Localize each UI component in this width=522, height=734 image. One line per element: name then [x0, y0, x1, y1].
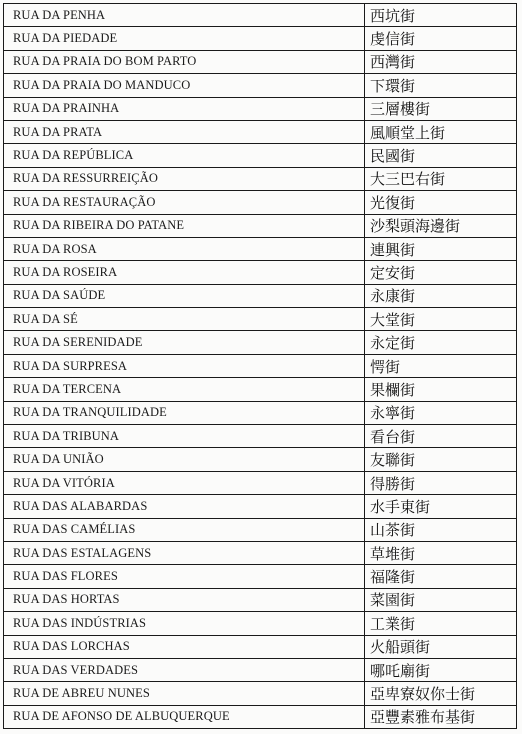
- table-row: [4, 565, 517, 588]
- portuguese-street-name: RUA DA TRANQUILIDADE: [4, 401, 365, 424]
- table-row: [4, 541, 517, 564]
- table-row: [4, 308, 517, 331]
- table-row: [4, 401, 517, 424]
- chinese-street-name: 民國街: [365, 144, 517, 167]
- chinese-street-name: 虔信街: [365, 27, 517, 50]
- table-row: [4, 167, 517, 190]
- chinese-street-name: 工業街: [365, 612, 517, 635]
- chinese-street-name: 福隆街: [365, 565, 517, 588]
- portuguese-street-name: RUA DAS ALABARDAS: [4, 495, 365, 518]
- table-row: [4, 495, 517, 518]
- table-row: [4, 27, 517, 50]
- portuguese-street-name: RUA DAS CAMÉLIAS: [4, 518, 365, 541]
- table-row: [4, 261, 517, 284]
- table-row: [4, 120, 517, 143]
- chinese-street-name: 永康街: [365, 284, 517, 307]
- portuguese-street-name: RUA DA PIEDADE: [4, 27, 365, 50]
- table-row: [4, 284, 517, 307]
- portuguese-street-name: RUA DA SERENIDADE: [4, 331, 365, 354]
- table-row: [4, 635, 517, 658]
- portuguese-street-name: RUA DA RIBEIRA DO PATANE: [4, 214, 365, 237]
- chinese-street-name: 友聯街: [365, 448, 517, 471]
- portuguese-street-name: RUA DA RESTAURAÇÃO: [4, 191, 365, 214]
- street-name-table: [3, 3, 517, 729]
- portuguese-street-name: RUA DA RESSURREIÇÃO: [4, 167, 365, 190]
- chinese-street-name: 得勝街: [365, 471, 517, 494]
- portuguese-street-name: RUA DA ROSEIRA: [4, 261, 365, 284]
- chinese-street-name: 下環街: [365, 74, 517, 97]
- chinese-street-name: 永寧街: [365, 401, 517, 424]
- chinese-street-name: 大三巴右街: [365, 167, 517, 190]
- chinese-street-name: 哪吒廟街: [365, 658, 517, 681]
- chinese-street-name: 愕街: [365, 354, 517, 377]
- chinese-street-name: 沙梨頭海邊街: [365, 214, 517, 237]
- table-row: [4, 705, 517, 728]
- table-row: [4, 448, 517, 471]
- table-row: [4, 4, 517, 27]
- chinese-street-name: 定安街: [365, 261, 517, 284]
- portuguese-street-name: RUA DA REPÚBLICA: [4, 144, 365, 167]
- portuguese-street-name: RUA DA PRATA: [4, 120, 365, 143]
- portuguese-street-name: RUA DA SURPRESA: [4, 354, 365, 377]
- table-row: [4, 658, 517, 681]
- table-row: [4, 144, 517, 167]
- chinese-street-name: 連興街: [365, 237, 517, 260]
- portuguese-street-name: RUA DAS HORTAS: [4, 588, 365, 611]
- portuguese-street-name: RUA DA PRAIA DO BOM PARTO: [4, 50, 365, 73]
- chinese-street-name: 光復街: [365, 191, 517, 214]
- portuguese-street-name: RUA DAS INDÚSTRIAS: [4, 612, 365, 635]
- chinese-street-name: 風順堂上街: [365, 120, 517, 143]
- chinese-street-name: 山茶街: [365, 518, 517, 541]
- street-table-body: [4, 4, 517, 729]
- table-row: [4, 425, 517, 448]
- chinese-street-name: 西灣街: [365, 50, 517, 73]
- portuguese-street-name: RUA DE ABREU NUNES: [4, 682, 365, 705]
- table-row: [4, 214, 517, 237]
- portuguese-street-name: RUA DAS VERDADES: [4, 658, 365, 681]
- portuguese-street-name: RUA DE AFONSO DE ALBUQUERQUE: [4, 705, 365, 728]
- portuguese-street-name: RUA DA VITÓRIA: [4, 471, 365, 494]
- table-row: [4, 74, 517, 97]
- chinese-street-name: 西坑街: [365, 4, 517, 27]
- chinese-street-name: 火船頭街: [365, 635, 517, 658]
- table-row: [4, 588, 517, 611]
- portuguese-street-name: RUA DA PRAIA DO MANDUCO: [4, 74, 365, 97]
- chinese-street-name: 亞豐素雅布基街: [365, 705, 517, 728]
- portuguese-street-name: RUA DA TRIBUNA: [4, 425, 365, 448]
- portuguese-street-name: RUA DA ROSA: [4, 237, 365, 260]
- table-row: [4, 191, 517, 214]
- portuguese-street-name: RUA DA PRAINHA: [4, 97, 365, 120]
- table-row: [4, 471, 517, 494]
- table-row: [4, 378, 517, 401]
- chinese-street-name: 菜園街: [365, 588, 517, 611]
- chinese-street-name: 看台街: [365, 425, 517, 448]
- table-row: [4, 612, 517, 635]
- table-row: [4, 237, 517, 260]
- portuguese-street-name: RUA DA PENHA: [4, 4, 365, 27]
- portuguese-street-name: RUA DA SAÚDE: [4, 284, 365, 307]
- table-row: [4, 50, 517, 73]
- portuguese-street-name: RUA DA SÉ: [4, 308, 365, 331]
- portuguese-street-name: RUA DA UNIÃO: [4, 448, 365, 471]
- chinese-street-name: 水手東街: [365, 495, 517, 518]
- portuguese-street-name: RUA DAS FLORES: [4, 565, 365, 588]
- chinese-street-name: 永定街: [365, 331, 517, 354]
- chinese-street-name: 果欄街: [365, 378, 517, 401]
- table-row: [4, 682, 517, 705]
- table-row: [4, 354, 517, 377]
- portuguese-street-name: RUA DA TERCENA: [4, 378, 365, 401]
- chinese-street-name: 草堆街: [365, 541, 517, 564]
- chinese-street-name: 大堂街: [365, 308, 517, 331]
- chinese-street-name: 三層樓街: [365, 97, 517, 120]
- table-row: [4, 331, 517, 354]
- portuguese-street-name: RUA DAS LORCHAS: [4, 635, 365, 658]
- table-row: [4, 97, 517, 120]
- portuguese-street-name: RUA DAS ESTALAGENS: [4, 541, 365, 564]
- chinese-street-name: 亞卑寮奴你士街: [365, 682, 517, 705]
- table-row: [4, 518, 517, 541]
